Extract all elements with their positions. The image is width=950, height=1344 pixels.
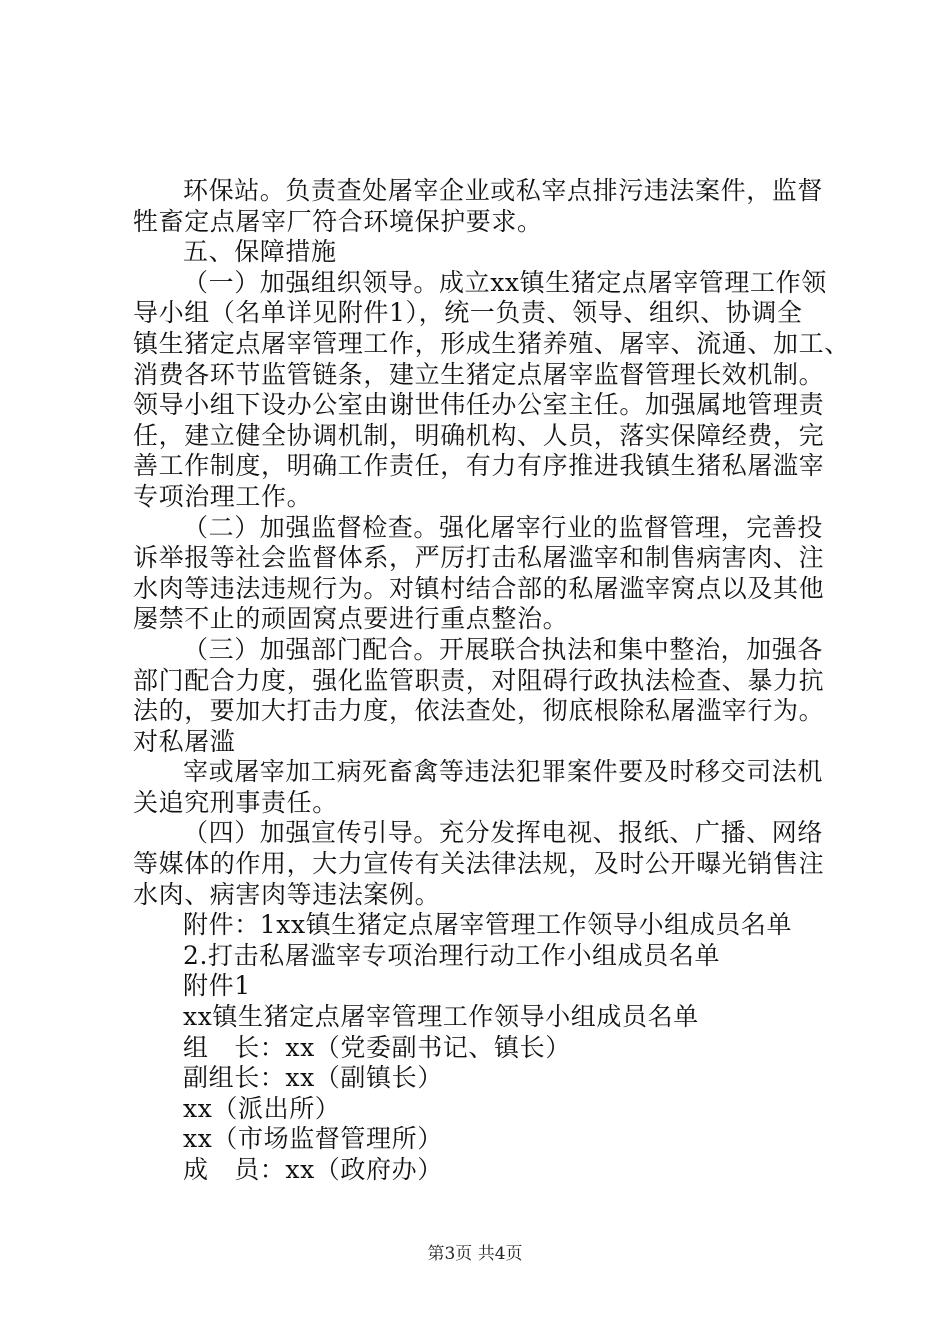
- text-line: 附件：1xx镇生猪定点屠宰管理工作领导小组成员名单: [183, 910, 793, 940]
- text-line: xx（派出所）: [183, 1093, 341, 1123]
- text-line: 五、保障措施: [183, 237, 337, 267]
- text-line: 诉举报等社会监督体系，严厉打击私屠滥宰和制售病害肉、注: [133, 543, 825, 573]
- text-line: 专项治理工作。: [133, 481, 313, 511]
- text-line: xx（市场监督管理所）: [183, 1124, 443, 1154]
- text-line: 附件1: [183, 971, 251, 1001]
- text-line: 对私屠滥: [133, 726, 236, 756]
- text-line: 组 长：xx（党委副书记、镇长）: [183, 1032, 571, 1062]
- text-line: 等媒体的作用，大力宣传有关法律法规，及时公开曝光销售注: [133, 849, 825, 879]
- text-line: 副组长：xx（副镇长）: [183, 1063, 443, 1093]
- text-line: 水肉、病害肉等违法案例。: [133, 879, 441, 909]
- text-line: 成 员：xx（政府办）: [183, 1155, 443, 1184]
- text-line: 消费各环节监管链条，建立生猪定点屠宰监督管理长效机制。: [133, 359, 825, 389]
- text-line: （二）加强监督检查。强化屠宰行业的监督管理，完善投: [183, 512, 824, 542]
- text-line: 镇生猪定点屠宰管理工作，形成生猪养殖、屠宰、流通、加工、: [133, 328, 850, 358]
- text-line: 屡禁不止的顽固窝点要进行重点整治。: [133, 604, 569, 634]
- text-line: xx镇生猪定点屠宰管理工作领导小组成员名单: [183, 1002, 699, 1032]
- text-line: 环保站。负责查处屠宰企业或私宰点排污违法案件，监督: [183, 176, 824, 205]
- text-line: （三）加强部门配合。开展联合执法和集中整治，加强各: [183, 634, 824, 664]
- text-line: 宰或屠宰加工病死畜禽等违法犯罪案件要及时移交司法机: [183, 757, 824, 787]
- text-line: 善工作制度，明确工作责任，有力有序推进我镇生猪私屠滥宰: [133, 451, 825, 481]
- text-line: （一）加强组织领导。成立xx镇生猪定点屠宰管理工作领: [183, 267, 827, 297]
- text-line: 关追究刑事责任。: [133, 787, 338, 817]
- text-line: 导小组（名单详见附件1），统一负责、领导、组织、协调全: [133, 298, 803, 328]
- text-line: 法的，要加大打击力度，依法查处，彻底根除私屠滥宰行为。: [133, 696, 825, 726]
- page-footer: 第3页 共4页: [427, 1244, 523, 1264]
- text-line: 部门配合力度，强化监管职责，对阻碍行政执法检查、暴力抗: [133, 665, 825, 695]
- text-line: 2.打击私屠滥宰专项治理行动工作小组成员名单: [183, 940, 721, 970]
- text-line: （四）加强宣传引导。充分发挥电视、报纸、广播、网络: [183, 818, 824, 848]
- text-line: 水肉等违法违规行为。对镇村结合部的私屠滥宰窝点以及其他: [133, 573, 825, 603]
- text-line: 领导小组下设办公室由谢世伟任办公室主任。加强属地管理责: [133, 390, 825, 420]
- text-line: 任，建立健全协调机制，明确机构、人员，落实保障经费，完: [133, 420, 825, 450]
- document-body: [133, 176, 850, 1186]
- text-line: 牲畜定点屠宰厂符合环境保护要求。: [133, 206, 543, 236]
